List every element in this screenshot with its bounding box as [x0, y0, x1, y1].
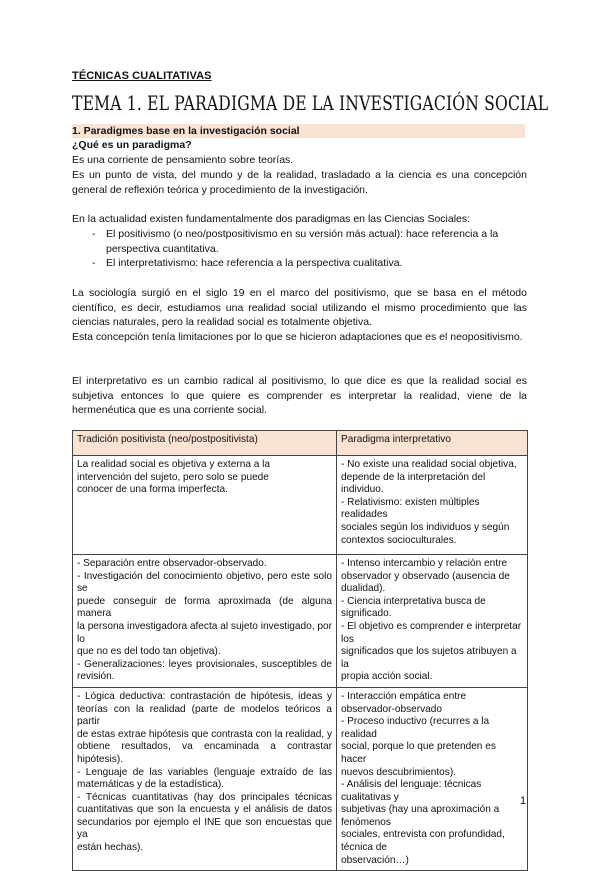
cell-line: La realidad social es objetiva y externa a la	[77, 459, 271, 470]
cell-positivista	[73, 456, 337, 555]
cell-line: la persona investigadora afecta al sujeto investigado, por lo	[77, 620, 332, 645]
cell-line: contextos socioculturales.	[341, 534, 457, 546]
bullet-text: El positivismo (o neo/postpositivismo en su versión más actual): hace referencia a la perspectiva cuantitativa.	[106, 228, 499, 255]
cell-line: teorías con la realidad (parte de modelos teóricos a partir	[77, 703, 332, 728]
cell-line: - Generalizaciones: leyes provisionales, susceptibles de	[77, 658, 332, 670]
cell-line: depende de la interpretación del individuo.	[341, 471, 486, 496]
page-number: 1	[520, 795, 527, 807]
cell-line: dualidad).	[341, 583, 386, 595]
table-header-row	[73, 431, 528, 456]
question-heading: ¿Qué es un paradigma?	[72, 139, 192, 151]
cell-line: - El objetivo es comprender e interpretar los	[341, 620, 522, 645]
cell-line: significados que los sujetos atribuyen a la	[341, 646, 517, 670]
cell-interpretativo	[337, 555, 528, 688]
cell-line: puede conseguir de forma aproximada (de alguna manera	[77, 595, 332, 620]
cell-line: - Investigación del conocimiento objetivo, pero este solo se	[77, 570, 332, 595]
cell-line: observador y observado (ausencia de	[341, 570, 510, 582]
cell-line: - Separación entre observador-observado.	[77, 558, 267, 569]
cell-line: intervención del sujeto, pero solo se puede	[77, 471, 269, 483]
cell-line: sociales según los individuos y según	[341, 521, 510, 533]
cell-line: observación…)	[341, 854, 409, 866]
header-positivista: Tradición positivista (neo/postpositivista)	[73, 431, 337, 456]
paragraph-limitaciones: Esta concepción tenía limitaciones por lo que se hicieron adaptaciones que es el neopositivismo.	[72, 331, 523, 343]
cell-line: - Interacción empática entre	[341, 690, 467, 702]
cell-line: subjetivas (hay una aproximación a fenómenos	[341, 804, 500, 828]
intro-line: Es una corriente de pensamiento sobre teorías.	[72, 154, 294, 166]
table-row	[73, 687, 528, 870]
tema-title: TEMA 1. EL PARADIGMA DE LA INVESTIGACIÓN SOCIAL	[72, 92, 549, 115]
cell-line: están hechas).	[77, 842, 144, 854]
table-row	[73, 555, 528, 688]
course-title: TÉCNICAS CUALITATIVAS	[72, 70, 212, 82]
paragraph-interpretativo: El interpretativo es un cambio radical al positivismo, lo que dice es que la realidad social es subjetiva entonces lo que quiere es comprender es interpretar la realidad, viene de la hermenéutica que es una corriente social.	[72, 375, 527, 417]
cell-line: que no es del todo tan objetiva).	[77, 646, 221, 658]
cell-interpretativo	[337, 687, 528, 870]
comparison-table	[72, 430, 528, 871]
bullet-interpretativismo	[92, 256, 527, 271]
bullet-text: El interpretativismo: hace referencia a la perspectiva cualitativa.	[106, 257, 403, 269]
cell-line: - Análisis del lenguaje: técnicas cualitativas y	[341, 779, 482, 803]
bullet-positivismo	[92, 227, 527, 256]
intro-paragraph: Es un punto de vista, del mundo y de la realidad, trasladado a la ciencia es una concepción general de reflexión teórica y procedimiento de la investigación.	[72, 169, 527, 196]
cell-line: - Lógica deductiva: contrastación de hipótesis, ideas y	[77, 690, 332, 702]
cell-line: de estas extrae hipótesis que contrasta con la realidad, y	[77, 728, 332, 740]
paradigms-intro: En la actualidad existen fundamentalmente dos paradigmas en las Ciencias Sociales:	[72, 213, 471, 225]
cell-line: sociales, entrevista con profundidad, técnica de	[341, 829, 505, 854]
cell-line: revisión.	[77, 671, 115, 683]
cell-line: - No existe una realidad social objetiva,	[341, 459, 517, 470]
cell-line: - Relativismo: existen múltiples realidades	[341, 496, 480, 521]
cell-line: secundarios por ejemplo el INE que son encuestas que ya	[77, 816, 332, 841]
paragraph-sociologia: La sociología surgió en el siglo 19 en el marco del positivismo, que se basa en el método científico, es decir, estudiamos una realidad social utilizando el mismo procedimiento que las ciencias naturales, pero la realidad social es totalmente objetiva.	[72, 287, 527, 329]
cell-line: social, porque lo que pretenden es hacer	[341, 741, 496, 765]
header-interpretativo: Paradigma interpretativo	[337, 431, 528, 456]
cell-line: - Ciencia interpretativa busca de significado.	[341, 595, 486, 620]
cell-line: - Proceso inductivo (recurres a la realidad	[341, 716, 490, 740]
section-heading: 1. Paradigmes base en la investigación social	[72, 124, 525, 138]
cell-line: conocer de una forma imperfecta.	[77, 484, 228, 496]
cell-line: observador-observado	[341, 703, 442, 715]
cell-positivista	[73, 687, 337, 870]
bullet-marker: -	[92, 257, 96, 269]
bullet-marker: -	[92, 228, 96, 240]
table-row	[73, 456, 528, 555]
cell-line: - Intenso intercambio y relación entre	[341, 558, 508, 569]
cell-line: obtiene resultados, va encaminada a contrastar hipótesis).	[77, 741, 332, 765]
cell-line: cuantitativas que son la encuesta y el análisis de datos	[77, 804, 332, 816]
cell-line: propia acción social.	[341, 671, 433, 683]
cell-line: - Técnicas cuantitativas (hay dos principales técnicas	[77, 791, 332, 803]
cell-positivista	[73, 555, 337, 688]
cell-line: nuevos descubrimientos).	[341, 766, 457, 778]
cell-line: matemáticas y de la estadística).	[77, 779, 224, 791]
cell-interpretativo	[337, 456, 528, 555]
cell-line: - Lenguaje de las variables (lenguaje extraído de las	[77, 766, 332, 778]
